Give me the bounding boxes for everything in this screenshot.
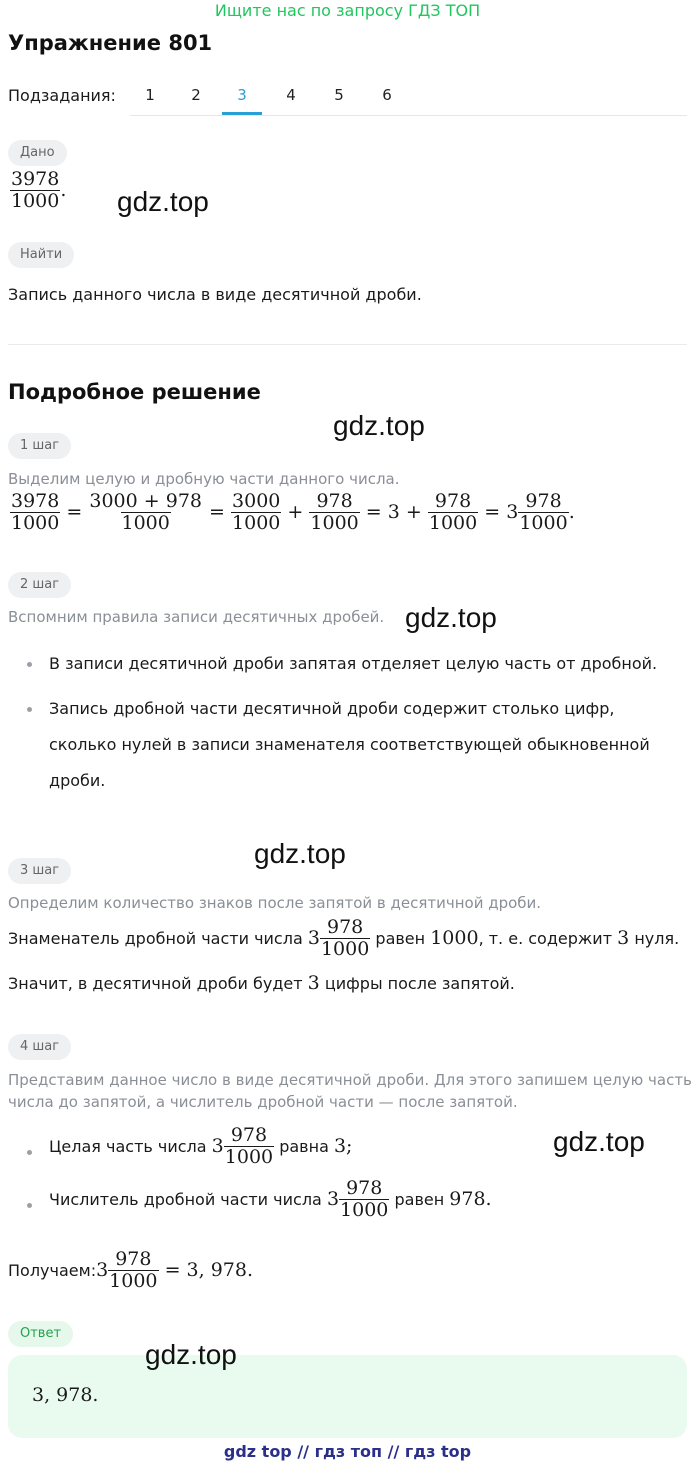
step3-text: Знаменатель дробной части числа bbox=[8, 928, 303, 948]
solution-title: Подробное решение bbox=[8, 380, 261, 404]
given-badge: Дано bbox=[8, 140, 67, 166]
mixed-whole: 3 bbox=[211, 1134, 224, 1157]
step2-bullet2-line2: сколько нулей в записи знаменателя соответствующей обыкновенной bbox=[49, 735, 650, 754]
step1-badge: 1 шаг bbox=[8, 433, 71, 459]
step3-value: 3 bbox=[617, 926, 630, 949]
step2-badge: 2 шаг bbox=[8, 572, 71, 598]
step4-value: 3; bbox=[333, 1134, 353, 1157]
result-line bbox=[8, 1250, 253, 1292]
step4-text: Числитель дробной части числа bbox=[49, 1189, 322, 1209]
step4-desc-line2: числа до запятой, а числитель дробной части — после запятой. bbox=[8, 1093, 518, 1111]
step3-text: цифры после запятой. bbox=[324, 974, 515, 993]
bullet-dot bbox=[27, 1150, 32, 1155]
step3-value: 1000 bbox=[430, 926, 479, 949]
watermark: gdz.top bbox=[553, 1126, 645, 1157]
eq-sign: = bbox=[209, 500, 225, 523]
eq-frac6-num: 978 bbox=[525, 490, 562, 512]
bullet-dot bbox=[27, 1203, 32, 1208]
tab-4[interactable]: 4 bbox=[286, 86, 296, 104]
subtask-tabs bbox=[130, 78, 687, 116]
mixed-num: 978 bbox=[230, 1124, 268, 1146]
given-num: 3978 bbox=[11, 168, 60, 190]
step3-text: нуля. bbox=[634, 928, 680, 948]
eq-frac6-den: 1000 bbox=[519, 511, 568, 534]
plus-sign: + bbox=[405, 500, 422, 523]
eq-sign: = bbox=[365, 500, 382, 523]
step4-desc-line1: Представим данное число в виде десятичной дроби. Для этого запишем целую часть bbox=[8, 1071, 692, 1089]
watermark: gdz.top bbox=[254, 838, 346, 869]
step4-text: равен bbox=[394, 1189, 445, 1209]
tab-2[interactable]: 2 bbox=[191, 86, 201, 104]
mixed-den: 1000 bbox=[109, 1269, 158, 1292]
step1-equation: $\frac{3978}{1000}$ = $\frac{3000 + 978}{1000}$ = $\frac{3000}{1000}$ + $\frac{978}{1000}$ = 3 + $\frac{978}{1000}$ = 3 $\frac{978}{1000}$ . bbox=[11, 490, 575, 534]
eq-frac4-den: 1000 bbox=[310, 511, 359, 534]
watermark: gdz.top bbox=[117, 186, 209, 217]
eq-frac1-num: 3978 bbox=[11, 490, 60, 512]
step3-text: Значит, в десятичной дроби будет bbox=[8, 974, 303, 993]
tab-6[interactable]: 6 bbox=[382, 86, 392, 104]
mixed-num: 978 bbox=[346, 1177, 383, 1199]
eq-sign: = bbox=[484, 500, 501, 523]
step1-desc: Выделим целую и дробную части данного числа. bbox=[8, 470, 400, 488]
bullet-dot bbox=[27, 662, 32, 667]
section-divider bbox=[8, 344, 687, 345]
eq-frac2-den: 1000 bbox=[121, 511, 170, 534]
step4-text: Целая часть числа bbox=[49, 1136, 207, 1156]
step4-value: 978. bbox=[449, 1187, 492, 1210]
tab-5[interactable]: 5 bbox=[334, 86, 344, 104]
mixed-whole: 3 bbox=[326, 1187, 340, 1210]
answer-badge: Ответ bbox=[8, 1321, 73, 1347]
eq-frac3-den: 1000 bbox=[232, 511, 281, 534]
step3-line2 bbox=[8, 972, 515, 994]
step2-bullet2-line1: Запись дробной части десятичной дроби содержит столько цифр, bbox=[49, 699, 615, 718]
footer-links[interactable]: gdz top // гдз топ // гдз top bbox=[223, 1442, 472, 1461]
eq-frac2-num: 3000 + 978 bbox=[89, 490, 202, 512]
step3-desc: Определим количество знаков после запятой в десятичной дроби. bbox=[8, 894, 542, 912]
mixed-num: 978 bbox=[115, 1248, 152, 1270]
step3-text: равен bbox=[375, 928, 426, 948]
watermark: gdz.top bbox=[333, 410, 425, 441]
tab-1[interactable]: 1 bbox=[145, 86, 155, 104]
mixed-whole: 3 bbox=[96, 1258, 109, 1281]
step2-desc: Вспомним правила записи десятичных дробей. bbox=[8, 608, 385, 626]
eq-whole: 3 bbox=[387, 500, 400, 523]
mixed-den: 1000 bbox=[340, 1198, 389, 1221]
result-value: = 3, 978. bbox=[164, 1258, 254, 1281]
step2-bullet1: В записи десятичной дроби запятая отделяет целую часть от дробной. bbox=[49, 654, 658, 673]
find-text: Запись данного числа в виде десятичной дроби. bbox=[8, 285, 422, 304]
result-label: Получаем: bbox=[8, 1260, 97, 1280]
given-den: 1000 bbox=[11, 189, 60, 212]
step4-bullet1 bbox=[49, 1126, 352, 1168]
eq-sign: = bbox=[66, 500, 83, 523]
page-title: Упражнение 801 bbox=[8, 31, 213, 55]
given-suffix: . bbox=[60, 178, 67, 201]
eq-frac5-num: 978 bbox=[434, 490, 472, 512]
answer-value: 3, 978. bbox=[32, 1384, 99, 1406]
tab-3[interactable]: 3 bbox=[222, 78, 262, 115]
step3-badge: 3 шаг bbox=[8, 858, 71, 884]
watermark: gdz.top bbox=[405, 602, 497, 633]
mixed-den: 1000 bbox=[320, 937, 370, 960]
step3-text: , т. е. содержит bbox=[478, 928, 613, 948]
eq-frac4-num: 978 bbox=[316, 490, 353, 512]
mixed-den: 1000 bbox=[224, 1145, 274, 1168]
find-badge: Найти bbox=[8, 242, 74, 268]
step4-bullet2 bbox=[49, 1179, 492, 1221]
mixed-whole: 3 bbox=[307, 926, 320, 949]
step4-text: равна bbox=[279, 1136, 329, 1156]
promo-text: Ищите нас по запросу ГДЗ ТОП bbox=[214, 1, 481, 20]
bullet-dot bbox=[27, 707, 32, 712]
answer-box bbox=[8, 1355, 687, 1438]
eq-whole: 3 bbox=[506, 500, 519, 523]
step4-badge: 4 шаг bbox=[8, 1034, 71, 1060]
eq-frac5-den: 1000 bbox=[428, 511, 478, 534]
eq-frac1-den: 1000 bbox=[11, 511, 60, 534]
eq-frac3-num: 3000 bbox=[232, 490, 281, 512]
given-fraction bbox=[10, 170, 66, 212]
watermark: gdz.top bbox=[145, 1339, 237, 1370]
subtasks-label: Подзадания: bbox=[8, 86, 116, 105]
mixed-num: 978 bbox=[327, 916, 364, 938]
step3-line1 bbox=[8, 918, 679, 960]
step2-bullet2-line3: дроби. bbox=[49, 771, 106, 790]
step3-value: 3 bbox=[307, 972, 320, 994]
plus-sign: + bbox=[287, 500, 304, 523]
